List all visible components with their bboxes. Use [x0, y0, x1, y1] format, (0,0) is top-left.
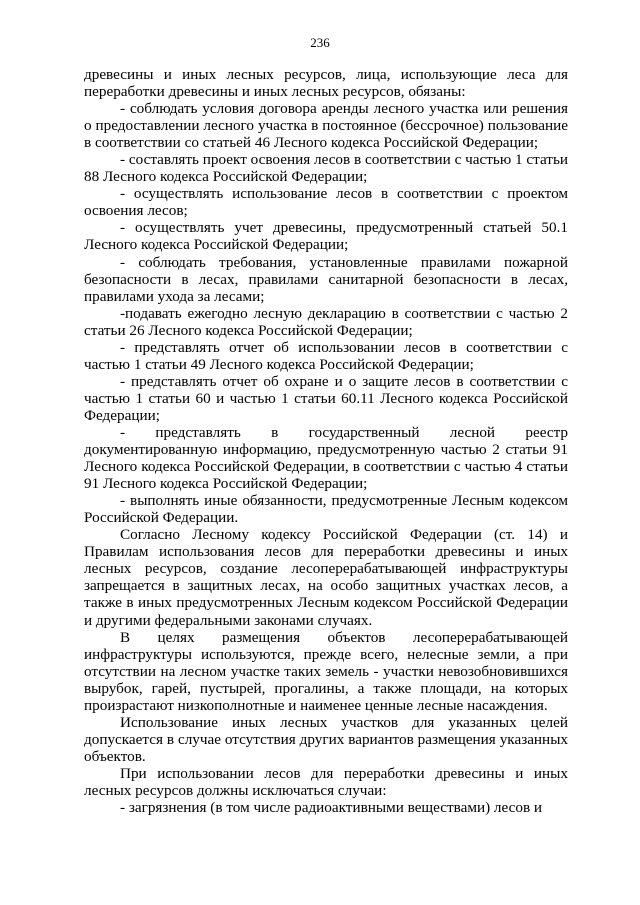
document-body — [84, 66, 568, 816]
paragraph: - соблюдать требования, установленные правилами пожарной безопасности в лесах, правилами санитарной безопасности в лесах, правилами ухода за лесами; — [84, 253, 568, 305]
paragraph: - соблюдать условия договора аренды лесного участка или решения о предоставлении лесного участка в постоянное (бессрочное) пользование в соответствии со статьей 46 Лесного кодекса Российской Федерации; — [84, 100, 568, 152]
paragraph: - представлять отчет об использовании лесов в соответствии с частью 1 статьи 49 Лесного кодекса Российской Федерации; — [84, 338, 568, 373]
paragraph: - составлять проект освоения лесов в соответствии с частью 1 статьи 88 Лесного кодекса Российской Федерации; — [84, 151, 568, 186]
paragraph: - осуществлять использование лесов в соответствии с проектом освоения лесов; — [84, 185, 568, 220]
paragraph: - загрязнения (в том числе радиоактивными веществами) лесов и — [120, 799, 543, 817]
paragraph: В целях размещения объектов лесоперерабатывающей инфраструктуры используются, прежде всего, нелесные земли, а при отсутствии на лесном участке таких земель - участки невозобновившихся вырубок, гарей, пустырей, прогалины, а также площади, на которых произрастают низкополнотные и наименее ценные лесные насаждения. — [84, 628, 568, 714]
paragraph: древесины и иных лесных ресурсов, лица, использующие леса для переработки древесины и иных лесных ресурсов, обязаны: — [84, 66, 568, 101]
paragraph: - представлять отчет об охране и о защите лесов в соответствии с частью 1 статьи 60 и частью 1 статьи 60.11 Лесного кодекса Российской Федерации; — [84, 372, 568, 424]
paragraph: - выполнять иные обязанности, предусмотренные Лесным кодексом Российской Федерации. — [84, 492, 568, 527]
page-number: 236 — [310, 35, 330, 50]
paragraph: -подавать ежегодно лесную декларацию в соответствии с частью 2 статьи 26 Лесного кодекса Российской Федерации; — [84, 304, 568, 339]
paragraph: - представлять в государственный лесной реестр документированную информацию, предусмотренную частью 2 статьи 91 Лесного кодекса Российской Федерации, в соответствии с частью 4 статьи 91 Лесного кодекса Российской Федерации; — [84, 423, 568, 493]
paragraph: Использование иных лесных участков для указанных целей допускается в случае отсутствия других вариантов размещения указанных объектов. — [84, 713, 568, 765]
paragraph: При использовании лесов для переработки древесины и иных лесных ресурсов должны исключаться случаи: — [84, 764, 568, 799]
paragraph: - осуществлять учет древесины, предусмотренный статьей 50.1 Лесного кодекса Российской Федерации; — [84, 219, 568, 254]
paragraph: Согласно Лесному кодексу Российской Федерации (ст. 14) и Правилам использования лесов для переработки древесины и иных лесных ресурсов, создание лесоперерабатывающей инфраструктуры запрещается в защитных лесах, на особо защитных участках лесов, а также в иных предусмотренных Лесным кодексом Российской Федерации и другими федеральными законами случаях. — [84, 526, 568, 629]
